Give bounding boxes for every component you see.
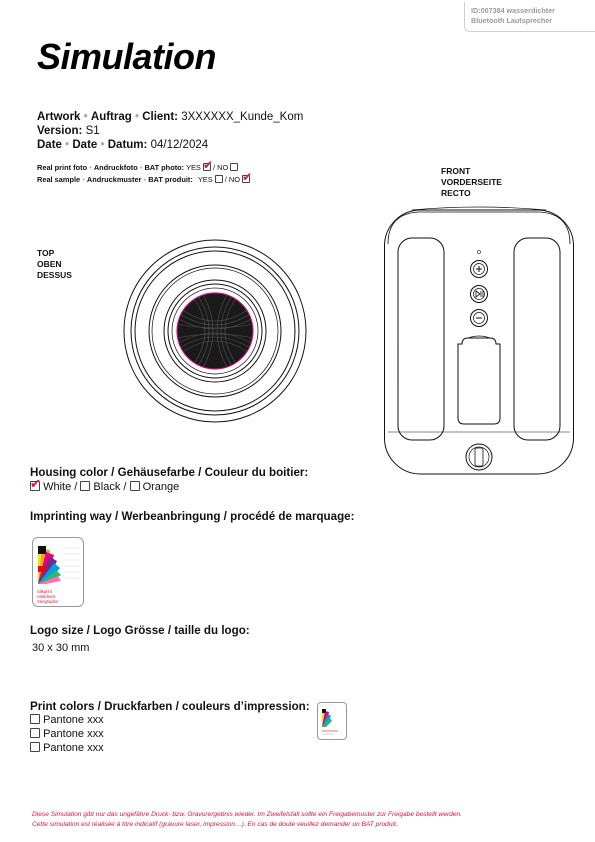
sample-row: Real sample • Andruckmuster • BAT produit: YES / NO ✔ (37, 170, 253, 184)
auftrag-label: Auftrag (90, 111, 132, 123)
version-line (37, 124, 100, 138)
pantone-checkbox-1[interactable] (30, 714, 40, 724)
strap-lug (466, 444, 492, 470)
disclaimer-line-fr: Cette simulation est réalisée à titre indicatif (gravure laser, impression…). En cas de doute veuillez demander un BAT produit. (32, 821, 398, 828)
front-label-en: FRONT (441, 166, 471, 176)
housing-black-checkbox[interactable] (80, 481, 90, 491)
date-label-fr: Date (72, 139, 98, 151)
photo-yes-label: YES (186, 163, 201, 172)
logo-size-heading: Logo size / Logo Grösse / taille du logo: (30, 624, 250, 637)
photo-no-checkbox[interactable] (230, 163, 238, 171)
play-pause-icon (471, 286, 488, 303)
front-view-label (441, 166, 502, 199)
speaker-top-view (120, 236, 310, 426)
bat-photo-label: BAT photo: (144, 163, 185, 172)
volume-up-icon (471, 261, 488, 278)
client-value: 3XXXXXX_Kunde_Kom (181, 111, 304, 123)
color-fan-icon (34, 540, 84, 588)
bat-produit-label: BAT produit: (148, 175, 193, 184)
date-line: Date • Date • Datum: 04/12/2024 (37, 139, 209, 151)
pantone-checkbox-2[interactable] (30, 728, 40, 738)
sample-no-checkbox[interactable] (242, 170, 253, 184)
photo-no-label: / NO (213, 163, 229, 172)
housing-color-heading: Housing color / Gehäusefarbe / Couleur du boitier: (30, 466, 309, 479)
print-foto-row: Real print foto • Andruckfoto • BAT photo: YES ✔ / NO (37, 162, 238, 174)
version-value: S1 (85, 125, 100, 137)
print-colors-heading: Print colors / Druckfarben / couleurs d’impression: (30, 700, 310, 713)
top-label-fr: DESSUS (37, 270, 72, 280)
imprinting-heading: Imprinting way / Werbeanbringung / procédé de marquage: (30, 510, 355, 523)
silkprint-label-fr: Sérigraphie (37, 599, 59, 604)
photo-yes-checkbox[interactable] (202, 158, 213, 172)
product-id-box (464, 2, 595, 32)
checkmark-icon: ✔ (242, 170, 253, 184)
checkmark-icon: ✔ (202, 158, 213, 172)
housing-white-label: White / (43, 481, 78, 493)
client-label: Client: (142, 111, 178, 123)
product-id-line-1: ID:007384 wasserdichter (471, 6, 555, 15)
pantone-card[interactable] (317, 702, 347, 740)
logo-size-value: 30 x 30 mm (32, 642, 90, 654)
silkprint-card[interactable] (32, 537, 84, 607)
date-label-de: Datum: (107, 139, 148, 151)
pantone-option-2 (30, 728, 104, 740)
date-label-en: Date (37, 139, 62, 151)
pantone-label-1: Pantone xxx (43, 714, 104, 726)
product-id-line-2: Bluetooth Lautsprecher (471, 16, 553, 25)
silkprint-label-en: Silkprint (37, 589, 52, 594)
top-label-en: TOP (37, 248, 55, 258)
pantone-option-1 (30, 714, 104, 726)
top-label-de: OBEN (37, 259, 62, 269)
artwork-label: Artwork (37, 111, 81, 123)
housing-orange-checkbox[interactable] (130, 481, 140, 491)
andruckfoto-label: Andruckfoto (93, 163, 138, 172)
pantone-checkbox-3[interactable] (30, 742, 40, 752)
checkmark-icon: ✔ (30, 476, 41, 491)
sample-yes-label: YES (197, 175, 213, 184)
sample-no-label: / NO (224, 175, 240, 184)
client-line: Artwork • Auftrag • Client: 3XXXXXX_Kunde_Kom (37, 111, 304, 123)
real-sample-label: Real sample (37, 175, 81, 184)
andruckmuster-label: Andruckmuster (86, 175, 142, 184)
page-title: Simulation (37, 36, 217, 77)
housing-orange-label: Orange (142, 481, 180, 493)
version-label: Version: (37, 125, 83, 137)
housing-color-options (30, 476, 180, 493)
sample-yes-checkbox[interactable] (215, 175, 223, 183)
silkprint-label-de: Siebdruck (37, 594, 56, 599)
front-label-fr: RECTO (441, 188, 471, 198)
front-label-de: VORDERSEITE (441, 177, 502, 187)
pantone-label-3: Pantone xxx (43, 742, 104, 754)
housing-black-label: Black / (93, 481, 127, 493)
speaker-front-view (384, 206, 574, 478)
pantone-fan-icon (318, 703, 346, 739)
top-view-label (37, 248, 72, 281)
speaker-grille-pattern (175, 291, 255, 371)
pantone-label-2: Pantone xxx (43, 728, 104, 740)
real-print-foto-label: Real print foto (37, 163, 88, 172)
pantone-option-3 (30, 742, 104, 754)
housing-white-checkbox[interactable] (30, 476, 41, 491)
disclaimer (32, 810, 572, 830)
date-value: 04/12/2024 (150, 139, 209, 151)
volume-down-icon (471, 310, 488, 327)
disclaimer-line-de: Diese Simulation gibt nur das ungefähre Druck- bzw. Gravurergebnis wieder. Im Zweifelsfall sollte ein Freigabemuster zur Freigabe bestellt werden. (32, 811, 463, 818)
